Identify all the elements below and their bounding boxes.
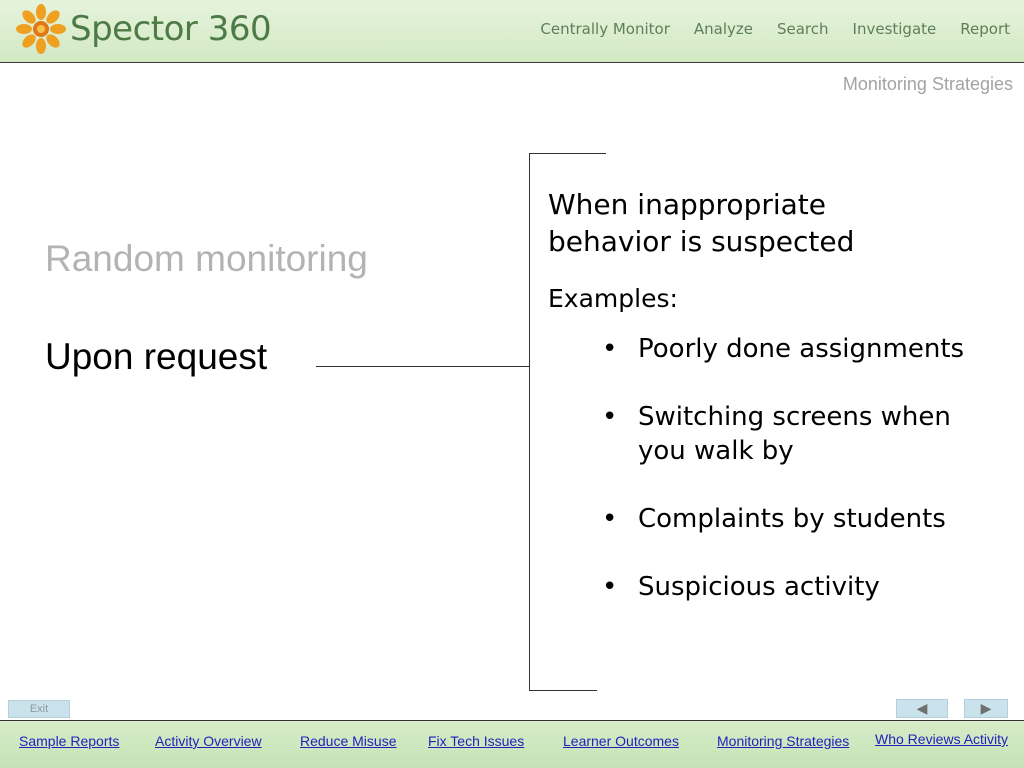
examples-list: [548, 332, 1008, 604]
sunflower-logo-icon: [16, 4, 66, 54]
footer-link-activity-overview[interactable]: Activity Overview: [155, 733, 262, 749]
brand-name: Spector 360: [70, 9, 272, 49]
nav-report[interactable]: Report: [960, 20, 1010, 38]
footer-link-reduce-misuse[interactable]: Reduce Misuse: [300, 733, 397, 749]
option-random-monitoring[interactable]: Random monitoring: [45, 238, 368, 279]
detail-panel: [548, 186, 1008, 638]
bracket-vertical-line: [529, 153, 530, 691]
list-item: [548, 502, 998, 536]
list-item: [548, 570, 998, 604]
bullet-icon: •: [602, 572, 618, 602]
footer-link-monitoring-strategies[interactable]: Monitoring Strategies: [717, 733, 850, 749]
detail-heading: [548, 186, 1008, 260]
connector-line: [316, 366, 529, 367]
bullet-icon: •: [602, 402, 618, 432]
footer-link-who-reviews-activity[interactable]: Who Reviews Activity: [875, 731, 1009, 747]
list-item: [548, 400, 998, 468]
header-bar: [0, 0, 1024, 63]
bullet-icon: •: [602, 504, 618, 534]
prev-arrow-icon[interactable]: ◀: [896, 699, 948, 718]
nav-search[interactable]: Search: [776, 20, 829, 38]
section-label: Monitoring Strategies: [842, 74, 1013, 94]
footer-bar: [0, 720, 1024, 768]
bracket-bottom-line: [529, 690, 597, 691]
detail-heading-line-2: behavior is suspected: [548, 225, 855, 258]
list-item-text: Complaints by students: [638, 504, 946, 534]
footer-link-sample-reports[interactable]: Sample Reports: [19, 733, 120, 749]
footer-link-learner-outcomes[interactable]: Learner Outcomes: [563, 733, 679, 749]
list-item-text: Poorly done assignments: [638, 334, 965, 364]
examples-label: Examples:: [548, 284, 678, 313]
list-item-text: Suspicious activity: [638, 572, 880, 602]
bullet-icon: •: [602, 334, 618, 364]
nav-centrally-monitor[interactable]: Centrally Monitor: [540, 20, 670, 38]
top-nav: [516, 20, 1010, 38]
option-upon-request[interactable]: Upon request: [45, 336, 268, 377]
footer-link-fix-tech-issues[interactable]: Fix Tech Issues: [428, 733, 525, 749]
bracket-top-line: [529, 153, 606, 154]
list-item-text: Switching screens when you walk by: [638, 402, 951, 466]
list-item: [548, 332, 998, 366]
next-arrow-icon[interactable]: ▶: [964, 699, 1008, 718]
exit-button[interactable]: Exit: [8, 700, 70, 718]
nav-investigate[interactable]: Investigate: [852, 20, 937, 38]
detail-heading-line-1: When inappropriate: [548, 188, 826, 221]
nav-analyze[interactable]: Analyze: [693, 20, 753, 38]
